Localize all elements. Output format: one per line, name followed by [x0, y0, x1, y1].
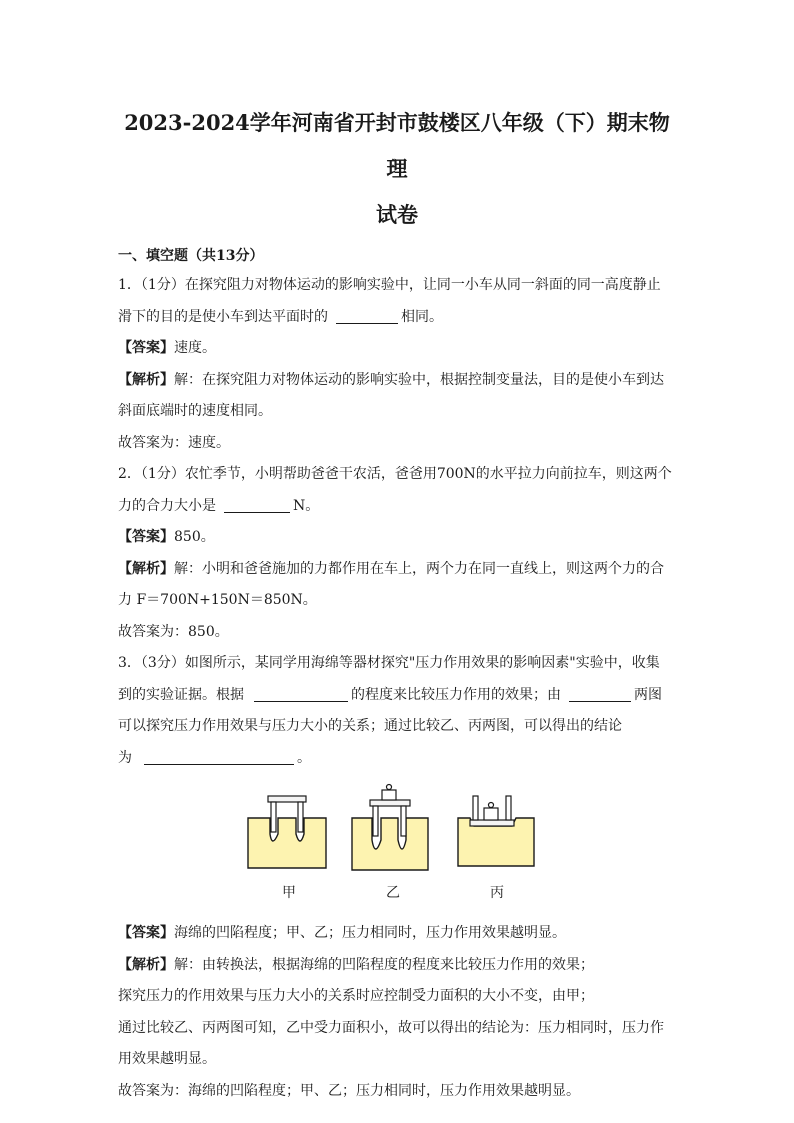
q3-text-c: 两图 — [634, 686, 662, 703]
fig-label-bing: 丙 — [490, 885, 504, 901]
q3-answer-text: 海绵的凹陷程度；甲、乙；压力相同时，压力作用效果越明显。 — [174, 925, 566, 941]
question-3 — [118, 648, 676, 1107]
q3-answer — [118, 918, 676, 950]
q2-line-2 — [118, 491, 676, 523]
analysis-tag: 【解析】 — [118, 371, 174, 388]
q3-line-2 — [118, 680, 676, 712]
answer-tag: 【答案】 — [118, 340, 174, 356]
q2-analysis-line-1 — [118, 554, 676, 586]
q3-line-3: 可以探究压力作用效果与压力大小的关系；通过比较乙、丙两图，可以得出的结论 — [118, 718, 622, 734]
q2-final-answer: 故答案为：850。 — [118, 623, 229, 640]
q2-analysis-line-2: 力 F＝700N+150N＝850N。 — [118, 592, 317, 608]
q1-analysis-text-1: 解：在探究阻力对物体运动的影响实验中，根据控制变量法，目的是使小车到达 — [174, 371, 664, 388]
q3-blank-2 — [569, 685, 631, 702]
sponge-diagram — [246, 782, 546, 882]
document-title — [118, 100, 676, 238]
q3-text-d: 为 — [118, 749, 132, 766]
question-2 — [118, 459, 676, 648]
analysis-tag: 【解析】 — [118, 560, 174, 577]
q1-line-2 — [118, 302, 676, 334]
q3-analysis-line-3: 通过比较乙、丙两图可知，乙中受力面积小，故可以得出的结论为：压力相同时，压力作 — [118, 1019, 664, 1036]
q1-analysis-line-2: 斜面底端时的速度相同。 — [118, 403, 272, 419]
sponge-setup-jia — [248, 796, 326, 868]
sponge-experiment-figure — [118, 782, 676, 916]
q2-blank — [224, 496, 290, 513]
sponge-setup-yi — [352, 785, 428, 871]
q2-answer — [118, 522, 676, 554]
q1-final-answer: 故答案为：速度。 — [118, 434, 230, 451]
q3-text-a: 到的实验证据。根据 — [118, 686, 244, 703]
q2-text-a: 力的合力大小是 — [118, 497, 216, 514]
q1-analysis-line-1 — [118, 365, 676, 397]
q2-line-1: 2．（1分）农忙季节，小明帮助爸爸干农活，爸爸用700N的水平拉力向前拉车，则这两个 — [118, 466, 672, 482]
analysis-tag: 【解析】 — [118, 956, 174, 973]
q1-blank — [336, 307, 398, 324]
q2-answer-text: 850。 — [174, 529, 215, 545]
title-line-2: 试卷 — [376, 202, 418, 227]
q3-line-1: 3．（3分）如图所示，某同学用海绵等器材探究"压力作用效果的影响因素"实验中，收集 — [118, 655, 660, 671]
q3-blank-1 — [254, 685, 348, 702]
q3-analysis-line-4: 用效果越明显。 — [118, 1051, 216, 1067]
q3-final-answer: 故答案为：海绵的凹陷程度；甲、乙；压力相同时，压力作用效果越明显。 — [118, 1082, 580, 1099]
q3-analysis-text-1: 解：由转换法，根据海绵的凹陷程度的程度来比较压力作用的效果； — [174, 956, 594, 973]
q3-analysis-line-2: 探究压力的作用效果与压力大小的关系时应控制受力面积的大小不变，由甲； — [118, 988, 594, 1004]
sponge-setup-bing — [458, 796, 534, 866]
q2-text-b: N。 — [293, 497, 320, 514]
section-heading: 一、填空题（共13分） — [118, 248, 264, 264]
q3-blank-3 — [144, 748, 294, 765]
q1-answer — [118, 333, 676, 365]
q1-text-a: 滑下的目的是使小车到达平面时的 — [118, 308, 328, 325]
q1-line-1: 1．（1分）在探究阻力对物体运动的影响实验中，让同一小车从同一斜面的同一高度静止 — [118, 277, 661, 293]
fig-label-yi: 乙 — [386, 885, 400, 901]
title-line-1: 2023-2024学年河南省开封市鼓楼区八年级（下）期末物理 — [124, 110, 670, 181]
answer-tag: 【答案】 — [118, 529, 174, 545]
q1-text-b: 相同。 — [401, 308, 443, 325]
q3-text-e: 。 — [297, 749, 311, 766]
q1-answer-text: 速度。 — [174, 340, 216, 356]
fig-label-jia: 甲 — [282, 885, 296, 901]
q3-analysis-line-1 — [118, 950, 676, 982]
answer-tag: 【答案】 — [118, 925, 174, 941]
question-1 — [118, 270, 676, 459]
q3-text-b: 的程度来比较压力作用的效果；由 — [351, 686, 561, 703]
q3-line-4 — [118, 743, 676, 775]
q2-analysis-text-1: 解：小明和爸爸施加的力都作用在车上，两个力在同一直线上，则这两个力的合 — [174, 560, 664, 577]
